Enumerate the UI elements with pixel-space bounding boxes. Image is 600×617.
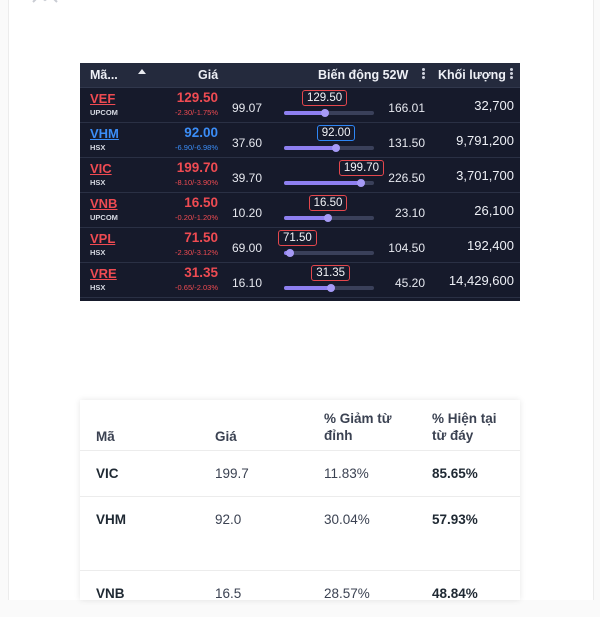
- summary-row: [80, 570, 520, 617]
- stock-exchange: HSX: [90, 283, 106, 292]
- 52w-range-fill: [284, 146, 336, 150]
- stock-52w-low: 10.20: [232, 206, 263, 220]
- 52w-range-fill: [284, 286, 331, 290]
- stock-exchange: HSX: [90, 143, 106, 152]
- stock-symbol-link[interactable]: VHM: [90, 126, 119, 141]
- stock-change: -8.10/-3.90%: [175, 178, 218, 187]
- stock-52w-low: 16.10: [232, 276, 263, 290]
- stock-52w-high: 45.20: [394, 276, 425, 290]
- column-header-price[interactable]: Giá: [198, 68, 219, 82]
- 52w-range-bar: [284, 146, 374, 150]
- stock-change: -2.30/-1.75%: [175, 108, 218, 117]
- stock-price: 71.50: [184, 230, 218, 245]
- 52w-range-knob: [321, 109, 329, 117]
- stock-table: [80, 63, 520, 301]
- stock-exchange: UPCOM: [90, 213, 118, 222]
- stock-volume: 14,429,600: [448, 273, 514, 288]
- current-price-bubble: 16.50: [309, 195, 348, 211]
- stock-row[interactable]: [80, 193, 520, 228]
- stock-price: 129.50: [176, 90, 218, 105]
- stock-row[interactable]: [80, 123, 520, 158]
- stock-volume: 32,700: [474, 98, 514, 113]
- summary-table: [80, 400, 520, 600]
- stock-symbol-link[interactable]: VEF: [90, 91, 116, 106]
- 52w-range-knob: [286, 249, 294, 257]
- stock-volume: 3,701,700: [456, 168, 514, 183]
- stock-52w-high: 104.50: [388, 241, 425, 255]
- stock-volume: 26,100: [474, 203, 514, 218]
- stock-52w-low: 99.07: [232, 101, 263, 115]
- 52w-range-bar: [284, 286, 374, 290]
- stock-exchange: HSX: [90, 178, 106, 187]
- range-column-menu-icon[interactable]: [422, 67, 426, 81]
- 52w-range-knob: [327, 284, 335, 292]
- summary-header-symbol: Mã: [96, 429, 115, 444]
- stock-52w-high: 166.01: [388, 101, 425, 115]
- stock-symbol-link[interactable]: VRE: [90, 266, 117, 281]
- stock-change: -0.20/-1.20%: [175, 213, 218, 222]
- current-price-bubble: 92.00: [317, 125, 356, 141]
- column-header-52w-range[interactable]: Biến động 52W: [318, 68, 409, 82]
- 52w-range-bar: [284, 181, 374, 185]
- stock-exchange: UPCOM: [90, 108, 118, 117]
- stock-52w-high: 23.10: [394, 206, 425, 220]
- summary-header-now-line1: % Hiện tại: [432, 411, 497, 426]
- stock-52w-high: 226.50: [388, 171, 425, 185]
- summary-header-drop-line2: đỉnh: [324, 428, 353, 443]
- current-price-bubble: 31.35: [311, 265, 350, 281]
- summary-symbol: VNB: [96, 586, 125, 601]
- stock-price: 92.00: [184, 125, 218, 140]
- stock-price: 16.50: [184, 195, 218, 210]
- 52w-range-bar: [284, 111, 374, 115]
- stock-exchange: HSX: [90, 248, 106, 257]
- summary-header-from-bottom: [432, 410, 497, 444]
- summary-symbol: VIC: [96, 466, 119, 481]
- stock-52w-low: 37.60: [232, 136, 263, 150]
- 52w-range-bar: [284, 216, 374, 220]
- summary-from-bottom: 57.93%: [432, 512, 478, 527]
- 52w-range-knob: [357, 179, 365, 187]
- column-header-symbol[interactable]: Mã...: [90, 68, 118, 82]
- stock-52w-high: 131.50: [388, 136, 425, 150]
- current-price-bubble: 199.70: [339, 160, 384, 176]
- stock-change: -2.30/-3.12%: [175, 248, 218, 257]
- 52w-range-fill: [284, 181, 361, 185]
- column-header-volume[interactable]: Khối lượng: [438, 68, 506, 82]
- current-price-bubble: 71.50: [278, 230, 317, 246]
- summary-row: [80, 496, 520, 543]
- stock-row[interactable]: [80, 88, 520, 123]
- summary-row: [80, 450, 520, 497]
- 52w-range-bar: [284, 251, 374, 255]
- stock-row[interactable]: [80, 158, 520, 193]
- summary-drop-from-peak: 28.57%: [324, 586, 370, 601]
- stock-change: -6.90/-6.98%: [175, 143, 218, 152]
- volume-column-menu-icon[interactable]: [510, 67, 514, 81]
- summary-symbol: VHM: [96, 512, 126, 527]
- sort-ascending-icon[interactable]: [138, 69, 146, 74]
- summary-header-drop-from-peak: [324, 410, 392, 444]
- summary-from-bottom: 85.65%: [432, 466, 478, 481]
- 52w-range-fill: [284, 216, 328, 220]
- logo-icon: [31, 0, 59, 4]
- stock-table-header: [80, 63, 520, 88]
- 52w-range-knob: [324, 214, 332, 222]
- stock-price: 31.35: [184, 265, 218, 280]
- summary-from-bottom: 48.84%: [432, 586, 478, 601]
- stock-volume: 9,791,200: [456, 133, 514, 148]
- stock-52w-low: 39.70: [232, 171, 263, 185]
- stock-volume: 192,400: [467, 238, 514, 253]
- summary-header-now-line2: từ đáy: [432, 428, 474, 443]
- stock-row[interactable]: [80, 263, 520, 298]
- stock-change: -0.65/-2.03%: [175, 283, 218, 292]
- stock-52w-low: 69.00: [232, 241, 263, 255]
- summary-header-drop-line1: % Giảm từ: [324, 411, 392, 426]
- stock-symbol-link[interactable]: VPL: [90, 231, 116, 246]
- current-price-bubble: 129.50: [302, 90, 347, 106]
- 52w-range-fill: [284, 111, 325, 115]
- summary-drop-from-peak: 11.83%: [324, 466, 369, 481]
- stock-symbol-link[interactable]: VIC: [90, 161, 112, 176]
- stock-price: 199.70: [176, 160, 218, 175]
- summary-header-price: Giá: [215, 429, 237, 444]
- stock-row[interactable]: [80, 228, 520, 263]
- summary-price: 16.5: [215, 586, 242, 601]
- summary-drop-from-peak: 30.04%: [324, 512, 370, 527]
- stock-symbol-link[interactable]: VNB: [90, 196, 118, 211]
- 52w-range-knob: [332, 144, 340, 152]
- summary-price: 199.7: [215, 466, 249, 481]
- summary-price: 92.0: [215, 512, 242, 527]
